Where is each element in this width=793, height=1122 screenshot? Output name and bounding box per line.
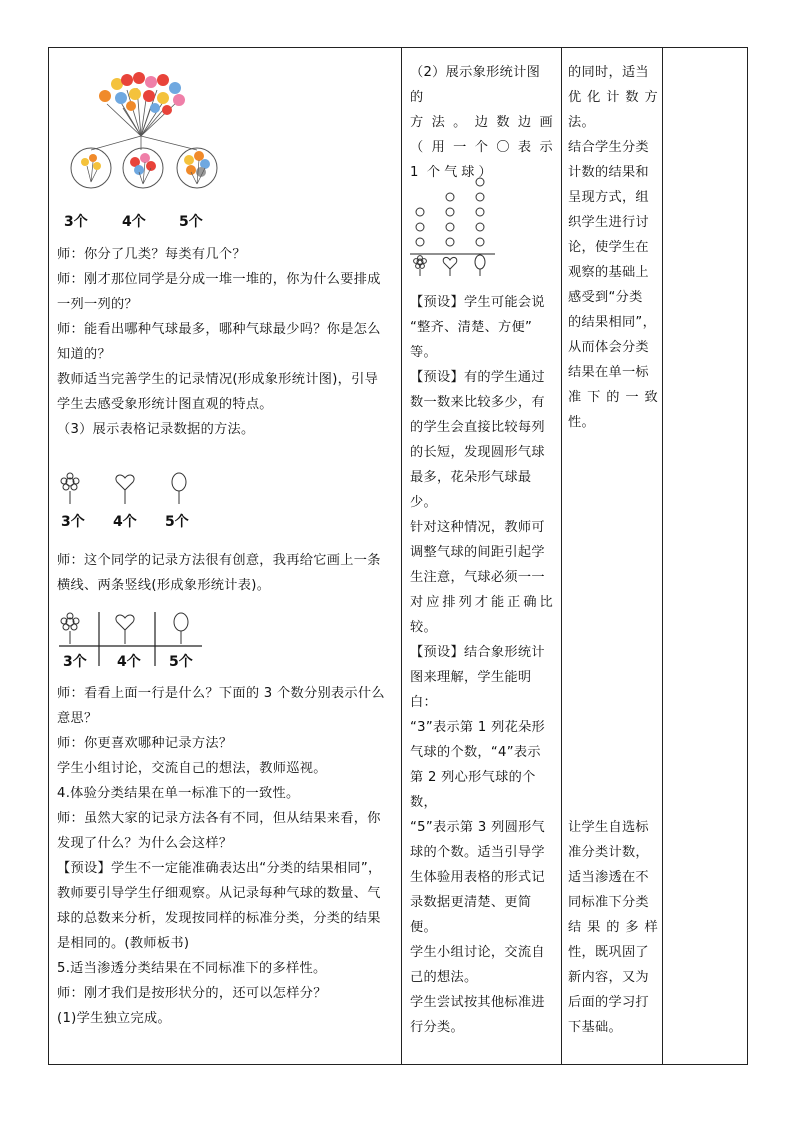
text-line: 学生去感受象形统计图直观的特点。 <box>57 397 273 412</box>
text-line: 5.适当渗透分类结果在不同标准下的多样性。 <box>57 961 327 976</box>
fig3-label-flower: 3个 <box>63 654 87 670</box>
text-line: 适当渗透在不 <box>568 870 649 885</box>
lesson-table <box>48 47 748 1065</box>
text-line: 学生尝试按其他标准进 <box>410 995 545 1010</box>
text-line: 师：刚才我们是按形状分的，还可以怎样分？ <box>57 986 327 1001</box>
text-line: 性，既巩固了 <box>568 945 649 960</box>
design-intent-column <box>562 48 662 1064</box>
fig3-label-heart: 4个 <box>117 654 141 670</box>
text-line: 计数的结果和 <box>568 165 649 180</box>
procedure-text-c <box>57 681 397 1031</box>
text-line: 师：你更喜欢哪种记录方法？ <box>57 736 233 751</box>
text-line: 知道的？ <box>57 347 111 362</box>
text-line: “3”表示第 1 列花朵形 <box>410 720 546 735</box>
fig3-label-round: 5个 <box>169 654 193 670</box>
text-line: 的同时，适当 <box>568 65 649 80</box>
procedure-text-a <box>57 242 397 442</box>
text-line: 行分类。 <box>410 1020 464 1035</box>
text-line: 师：能看出哪种气球最多，哪种气球最少吗？你是怎么 <box>57 322 381 337</box>
text-line: 学生小组讨论，交流自己的想法，教师巡视。 <box>57 761 327 776</box>
text-line: 生体验用表格的形式记 <box>410 870 545 885</box>
text-line: 师：看看上面一行是什么？下面的 3 个数分别表示什么 <box>57 686 385 701</box>
procedure-column <box>49 48 401 1064</box>
text-line: “整齐、清楚、方便” <box>410 320 533 335</box>
text-line: 录数据更清楚、更简便。 <box>410 895 532 935</box>
text-line: 师：刚才那位同学是分成一堆一堆的，你为什么要排成 <box>57 272 381 287</box>
text-line: 方法。边数边画 <box>410 115 553 130</box>
text-line: （用一个〇表示 <box>410 140 553 155</box>
text-line: 【预设】学生不一定能准确表达出“分类的结果相同”， <box>57 861 382 876</box>
text-line: 第 2 列心形气球的个数， <box>410 770 536 810</box>
text-line: 性。 <box>568 415 595 430</box>
text-line: 感受到“分类 <box>568 290 643 305</box>
text-line: 意思？ <box>57 711 98 726</box>
text-line: 呈现方式，组 <box>568 190 649 205</box>
intent-text-a <box>568 60 658 435</box>
text-line: 让学生自选标 <box>568 820 649 835</box>
text-line: 的学生会直接比较每列 <box>410 420 545 435</box>
text-line: 调整气球的间距引起学 <box>410 545 545 560</box>
text-line: 对应排列才能正确比 <box>410 595 553 610</box>
fig1-label-round: 5个 <box>179 214 203 230</box>
text-line: 新内容，又为 <box>568 970 649 985</box>
text-line: 同标准下分类 <box>568 895 649 910</box>
procedure-text-b <box>57 548 397 598</box>
text-line: 教师要引导学生仔细观察。从记录每种气球的数量、气 <box>57 886 381 901</box>
text-line: 从而体会分类 <box>568 340 649 355</box>
middle-top-text <box>410 60 553 185</box>
text-line: 最多，花朵形气球最少。 <box>410 470 532 510</box>
text-line: 后面的学习打 <box>568 995 649 1010</box>
text-line: 学生小组讨论，交流自 <box>410 945 545 960</box>
text-line: 结合学生分类 <box>568 140 649 155</box>
text-line: 的结果相同”， <box>568 315 657 330</box>
text-line: 的长短，发现圆形气球 <box>410 445 545 460</box>
text-line: 针对这种情况，教师可 <box>410 520 545 535</box>
text-line: 教师适当完善学生的记录情况(形成象形统计图)，引导 <box>57 372 379 387</box>
text-line: 4.体验分类结果在单一标准下的一致性。 <box>57 786 300 801</box>
text-line: 己的想法。 <box>410 970 478 985</box>
text-line: 观察的基础上 <box>568 265 649 280</box>
text-line: 准分类计数， <box>568 845 649 860</box>
text-line: 数一数来比较多少，有 <box>410 395 545 410</box>
text-line: 师：这个同学的记录方法很有创意，我再给它画上一条 <box>57 553 381 568</box>
student-activity-column <box>402 48 561 1064</box>
text-line: 1 个气球） <box>410 165 492 180</box>
text-line: 生注意，气球必须一一 <box>410 570 545 585</box>
text-line: 等。 <box>410 345 437 360</box>
fig1-label-flower: 3个 <box>64 214 88 230</box>
text-line: 发现了什么？为什么会这样？ <box>57 836 233 851</box>
text-line: 法。 <box>568 115 595 130</box>
text-line: “5”表示第 3 列圆形气 <box>410 820 546 835</box>
text-line: (1)学生独立完成。 <box>57 1011 171 1026</box>
text-line: 【预设】结合象形统计 <box>410 645 545 660</box>
text-line: 优化计数方 <box>568 90 658 105</box>
text-line: 下基础。 <box>568 1020 622 1035</box>
text-line: （2）展示象形统计图的 <box>410 65 541 105</box>
text-line: 较。 <box>410 620 437 635</box>
balloon-grouping-figure <box>79 68 219 208</box>
fig2-label-round: 5个 <box>165 514 189 530</box>
text-line: （3）展示表格记录数据的方法。 <box>57 422 255 437</box>
text-line: 图来理解，学生能明白： <box>410 670 532 710</box>
text-line: 球的总数来分析，发现按同样的标准分类，分类的结果 <box>57 911 381 926</box>
fig2-label-heart: 4个 <box>113 514 137 530</box>
fig1-label-heart: 4个 <box>122 214 146 230</box>
text-line: 结果的多样 <box>568 920 658 935</box>
intent-text-b <box>568 815 658 1040</box>
text-line: 一列一列的？ <box>57 297 138 312</box>
middle-main-text <box>410 290 553 1040</box>
notes-column <box>663 48 747 1064</box>
text-line: 球的个数。适当引导学 <box>410 845 545 860</box>
text-line: 准下的一致 <box>568 390 658 405</box>
fig2-label-flower: 3个 <box>61 514 85 530</box>
pictograph-chart <box>410 174 500 278</box>
balloon-icons-figure <box>57 472 197 512</box>
text-line: 【预设】学生可能会说 <box>410 295 545 310</box>
text-line: 师：你分了几类？每类有几个？ <box>57 247 246 262</box>
text-line: 是相同的。(教师板书) <box>57 936 190 951</box>
text-line: 织学生进行讨 <box>568 215 649 230</box>
text-line: 师：虽然大家的记录方法各有不同，但从结果来看，你 <box>57 811 381 826</box>
text-line: 气球的个数，“4”表示 <box>410 745 541 760</box>
text-line: 结果在单一标 <box>568 365 649 380</box>
text-line: 横线、两条竖线(形成象形统计表)。 <box>57 578 271 593</box>
text-line: 【预设】有的学生通过 <box>410 370 545 385</box>
text-line: 论，使学生在 <box>568 240 649 255</box>
